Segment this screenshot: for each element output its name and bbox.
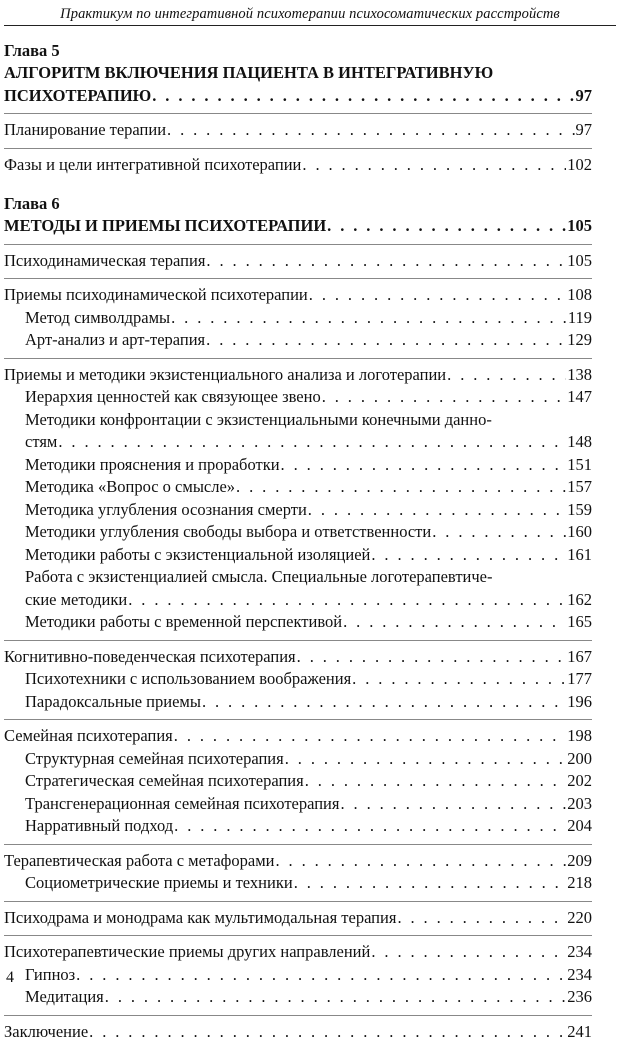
page-ref: 129 bbox=[567, 329, 592, 352]
page-ref: 162 bbox=[567, 589, 592, 612]
page-ref: 167 bbox=[567, 646, 592, 669]
entry-title: Методики углубления свободы выбора и ответственности bbox=[4, 521, 431, 544]
chapter-5-title-line1: АЛГОРИТМ ВКЛЮЧЕНИЯ ПАЦИЕНТА В ИНТЕГРАТИВНУЮ bbox=[4, 62, 592, 85]
leader-dots bbox=[305, 770, 567, 793]
page-ref: 161 bbox=[567, 544, 592, 567]
page-ref: 165 bbox=[567, 611, 592, 634]
toc-subentry[interactable] bbox=[4, 691, 592, 714]
toc-subentry[interactable] bbox=[4, 589, 592, 612]
leader-dots bbox=[152, 85, 574, 108]
running-header: Практикум по интегративной психотерапии психосоматических расстройств bbox=[0, 6, 620, 23]
toc-entry[interactable] bbox=[4, 907, 592, 930]
entry-separator bbox=[4, 844, 592, 845]
entry-title: Иерархия ценностей как связующее звено bbox=[4, 386, 321, 409]
leader-dots bbox=[302, 154, 566, 177]
leader-dots bbox=[105, 986, 566, 1009]
page-ref: 97 bbox=[576, 119, 593, 142]
entry-title: Методики работы с временной перспективой bbox=[4, 611, 342, 634]
entry-title: Методика углубления осознания смерти bbox=[4, 499, 307, 522]
chapter-6-title: МЕТОДЫ И ПРИЕМЫ ПСИХОТЕРАПИИ bbox=[4, 215, 326, 238]
toc-subentry[interactable] bbox=[4, 872, 592, 895]
toc-subentry[interactable] bbox=[4, 521, 592, 544]
toc-subentry[interactable] bbox=[4, 431, 592, 454]
leader-dots bbox=[371, 941, 566, 964]
page-ref: 97 bbox=[576, 85, 593, 108]
table-of-contents bbox=[4, 40, 592, 1043]
page-ref: 198 bbox=[567, 725, 592, 748]
page-ref: 157 bbox=[567, 476, 592, 499]
toc-subentry[interactable] bbox=[4, 307, 592, 330]
leader-dots bbox=[447, 364, 566, 387]
page-ref: 241 bbox=[567, 1021, 592, 1043]
toc-entry[interactable] bbox=[4, 364, 592, 387]
entry-separator bbox=[4, 719, 592, 720]
entry-title: Когнитивно-поведенческая психотерапия bbox=[4, 646, 296, 669]
leader-dots bbox=[236, 476, 566, 499]
entry-title: Трансгенерационная семейная психотерапия bbox=[4, 793, 339, 816]
toc-subentry[interactable] bbox=[4, 611, 592, 634]
page-ref: 218 bbox=[567, 872, 592, 895]
toc-entry[interactable] bbox=[4, 1021, 592, 1043]
leader-dots bbox=[58, 431, 566, 454]
toc-entry[interactable] bbox=[4, 85, 592, 108]
chapter-5-label: Глава 5 bbox=[4, 40, 592, 62]
page-ref: 148 bbox=[567, 431, 592, 454]
page-ref: 138 bbox=[567, 364, 592, 387]
leader-dots bbox=[327, 215, 566, 238]
page-ref: 160 bbox=[567, 521, 592, 544]
entry-separator bbox=[4, 278, 592, 279]
leader-dots bbox=[371, 544, 566, 567]
leader-dots bbox=[174, 725, 566, 748]
leader-dots bbox=[297, 646, 567, 669]
leader-dots bbox=[432, 521, 566, 544]
entry-title: Структурная семейная психотерапия bbox=[4, 748, 284, 771]
entry-separator bbox=[4, 640, 592, 641]
page-ref: 220 bbox=[567, 907, 592, 930]
page-ref: 196 bbox=[567, 691, 592, 714]
entry-title: Семейная психотерапия bbox=[4, 725, 173, 748]
page-ref: 102 bbox=[567, 154, 592, 177]
entry-title-line1: Работа с экзистенциалией смысла. Специальные логотерапевтиче- bbox=[4, 566, 592, 589]
leader-dots bbox=[206, 250, 566, 273]
entry-title: Заключение bbox=[4, 1021, 88, 1043]
leader-dots bbox=[340, 793, 566, 816]
leader-dots bbox=[167, 119, 574, 142]
toc-subentry[interactable] bbox=[4, 386, 592, 409]
leader-dots bbox=[128, 589, 566, 612]
toc-subentry[interactable] bbox=[4, 964, 592, 987]
toc-subentry[interactable] bbox=[4, 329, 592, 352]
entry-title: Фазы и цели интегративной психотерапии bbox=[4, 154, 301, 177]
toc-subentry[interactable] bbox=[4, 499, 592, 522]
entry-title: Психотерапевтические приемы других направлений bbox=[4, 941, 370, 964]
entry-separator bbox=[4, 358, 592, 359]
toc-subentry[interactable] bbox=[4, 815, 592, 838]
leader-dots bbox=[352, 668, 566, 691]
leader-dots bbox=[202, 691, 566, 714]
page-number: 4 bbox=[6, 969, 14, 987]
page-ref: 108 bbox=[567, 284, 592, 307]
page-ref: 234 bbox=[567, 964, 592, 987]
page-ref: 204 bbox=[567, 815, 592, 838]
entry-title: Терапевтическая работа с метафорами bbox=[4, 850, 274, 873]
chapter-5-title-line2: ПСИХОТЕРАПИЮ bbox=[4, 85, 151, 108]
toc-entry[interactable] bbox=[4, 119, 592, 142]
page-ref: 209 bbox=[567, 850, 592, 873]
entry-title: Методики прояснения и проработки bbox=[4, 454, 280, 477]
entry-separator bbox=[4, 148, 592, 149]
page-ref: 105 bbox=[567, 215, 592, 238]
entry-title: Парадоксальные приемы bbox=[4, 691, 201, 714]
chapter-6-label: Глава 6 bbox=[4, 193, 592, 215]
leader-dots bbox=[343, 611, 566, 634]
entry-title: Медитация bbox=[4, 986, 104, 1009]
leader-dots bbox=[76, 964, 566, 987]
entry-title: Гипноз bbox=[4, 964, 75, 987]
leader-dots bbox=[206, 329, 566, 352]
entry-title: Арт-анализ и арт-терапия bbox=[4, 329, 205, 352]
leader-dots bbox=[281, 454, 567, 477]
page-ref: 202 bbox=[567, 770, 592, 793]
entry-title: Методики работы с экзистенциальной изоляцией bbox=[4, 544, 370, 567]
toc-subentry[interactable] bbox=[4, 454, 592, 477]
entry-title-line1: Методики конфронтации с экзистенциальными конечными данно- bbox=[4, 409, 592, 432]
leader-dots bbox=[275, 850, 566, 873]
toc-subentry[interactable] bbox=[4, 476, 592, 499]
leader-dots bbox=[309, 284, 566, 307]
toc-entry[interactable] bbox=[4, 154, 592, 177]
page-ref: 105 bbox=[567, 250, 592, 273]
leader-dots bbox=[89, 1021, 566, 1043]
entry-title: Методика «Вопрос о смысле» bbox=[4, 476, 235, 499]
page-ref: 119 bbox=[568, 307, 592, 330]
page-ref: 203 bbox=[567, 793, 592, 816]
toc-subentry[interactable] bbox=[4, 544, 592, 567]
entry-title: стям bbox=[4, 431, 57, 454]
toc-entry[interactable] bbox=[4, 646, 592, 669]
entry-separator bbox=[4, 244, 592, 245]
toc-entry[interactable] bbox=[4, 215, 592, 238]
toc-subentry[interactable] bbox=[4, 793, 592, 816]
page-ref: 159 bbox=[567, 499, 592, 522]
leader-dots bbox=[294, 872, 567, 895]
toc-subentry[interactable] bbox=[4, 748, 592, 771]
leader-dots bbox=[285, 748, 567, 771]
toc-subentry[interactable] bbox=[4, 668, 592, 691]
entry-title: Приемы психодинамической психотерапии bbox=[4, 284, 308, 307]
leader-dots bbox=[322, 386, 567, 409]
entry-title: Метод символдрамы bbox=[4, 307, 170, 330]
entry-separator bbox=[4, 935, 592, 936]
toc-subentry[interactable] bbox=[4, 986, 592, 1009]
entry-separator bbox=[4, 113, 592, 114]
entry-title: ские методики bbox=[4, 589, 127, 612]
toc-entry[interactable] bbox=[4, 850, 592, 873]
entry-title: Стратегическая семейная психотерапия bbox=[4, 770, 304, 793]
entry-title: Социометрические приемы и техники bbox=[4, 872, 293, 895]
toc-subentry[interactable] bbox=[4, 770, 592, 793]
header-rule bbox=[4, 25, 616, 26]
leader-dots bbox=[397, 907, 566, 930]
page-ref: 234 bbox=[567, 941, 592, 964]
toc-entry[interactable] bbox=[4, 250, 592, 273]
entry-separator bbox=[4, 901, 592, 902]
entry-separator bbox=[4, 1015, 592, 1016]
leader-dots bbox=[308, 499, 566, 522]
leader-dots bbox=[174, 815, 566, 838]
page-ref: 236 bbox=[567, 986, 592, 1009]
toc-entry[interactable] bbox=[4, 941, 592, 964]
entry-title: Приемы и методики экзистенциального анализа и логотерапии bbox=[4, 364, 446, 387]
page-ref: 177 bbox=[567, 668, 592, 691]
entry-title: Нарративный подход bbox=[4, 815, 173, 838]
entry-title: Психодинамическая терапия bbox=[4, 250, 205, 273]
page-ref: 200 bbox=[567, 748, 592, 771]
leader-dots bbox=[171, 307, 567, 330]
page-ref: 147 bbox=[567, 386, 592, 409]
entry-title: Планирование терапии bbox=[4, 119, 166, 142]
entry-title: Психодрама и монодрама как мультимодальная терапия bbox=[4, 907, 396, 930]
toc-entry[interactable] bbox=[4, 284, 592, 307]
page-ref: 151 bbox=[567, 454, 592, 477]
toc-entry[interactable] bbox=[4, 725, 592, 748]
entry-title: Психотехники с использованием воображения bbox=[4, 668, 351, 691]
